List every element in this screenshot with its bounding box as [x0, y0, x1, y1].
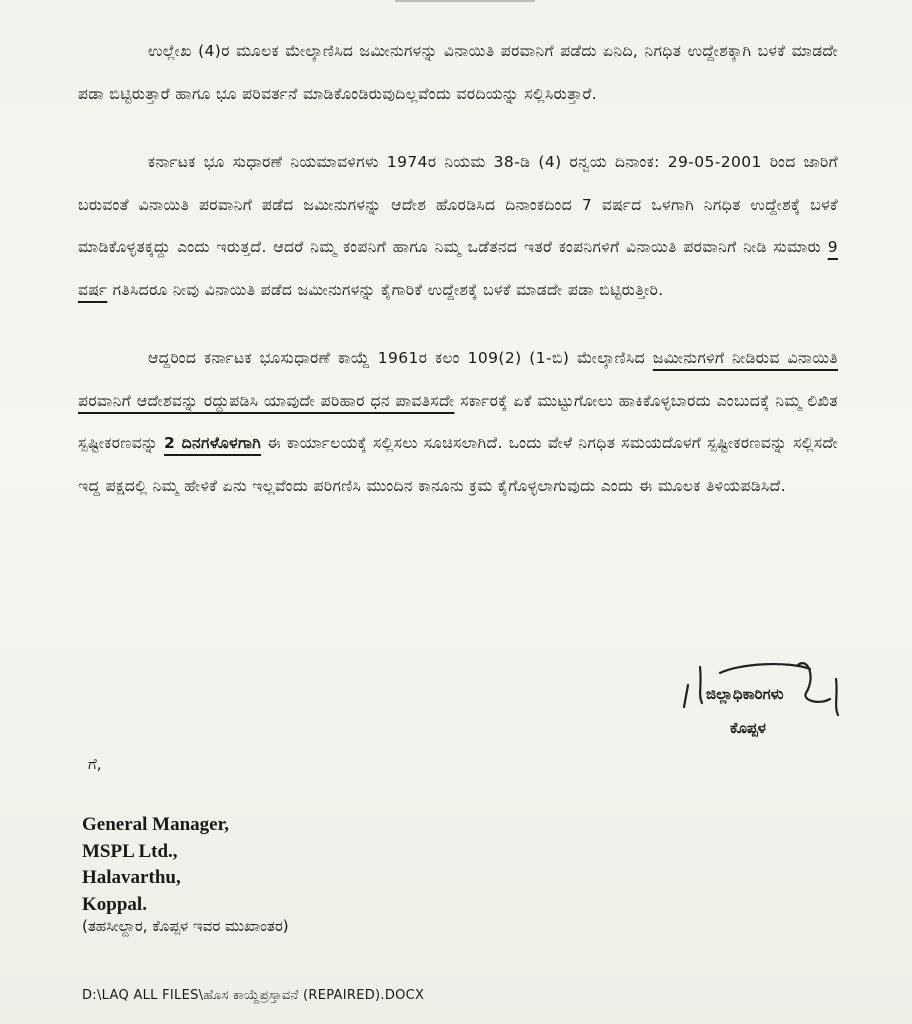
paragraph-3-emphasis: 2 ದಿನಗಳೊಳಗಾಗಿ	[164, 434, 262, 452]
paragraph-2-text-b: ಗತಿಸಿದರೂ ನೀವು ವಿನಾಯಿತಿ ಪಡೆದ ಜಮೀನುಗಳನ್ನು ಕೈಗಾರಿಕೆ ಉದ್ದೇಶಕ್ಕೆ ಬಳಕೆ ಮಾಡದೇ ಪಡಾ ಬಿಟ್ಟಿರುತ್ತೀರಿ.	[112, 280, 664, 299]
paragraph-1-text: ಉಲ್ಲೇಖ (4)ರ ಮೂಲಕ ಮೇಲ್ಕಾಣಿಸಿದ ಜಮೀನುಗಳನ್ನು ವಿನಾಯಿತಿ ಪರವಾನಿಗೆ ಪಡೆದು ಏನಿದಿ, ನಿಗಧಿತ ಉದ್ದೇಶಕ್ಕಾಗಿ ಬಳಕೆ ಮಾಡದೇ ಪಡಾ ಬಿಟ್ಟಿರುತ್ತಾರೆ ಹಾಗೂ ಭೂ ಪರಿವರ್ತನೆ ಮಾಡಿಕೊಂಡಿರುವುದಿಲ್ಲವೆಂದು ವರದಿಯನ್ನು ಸಲ್ಲಿಸಿರುತ್ತಾರೆ.	[78, 42, 838, 103]
paragraph-3-text-b: ಸರ್ಕಾರಕ್ಕೆ ಏಕೆ ಮುಟ್ಟುಗೋಲು ಹಾಕಿಕೊಳ್ಳಬಾರದು ಎಂಬುದಕ್ಕೆ ನಿಮ್ಮ ಲಿಖಿತ ಸ್ಪಷ್ಟೀಕರಣವನ್ನು	[78, 391, 838, 452]
paragraph-2-emphasis: 9 ವರ್ಷ	[78, 238, 838, 299]
letter-body	[78, 30, 838, 507]
top-edge-mark	[395, 0, 535, 2]
copy-note: (ತಹಸೀಲ್ದಾರ, ಕೊಪ್ಪಳ ಇವರ ಮುಖಾಂತರ)	[82, 917, 289, 935]
handwritten-signature	[680, 655, 860, 755]
paragraph-3-text-c: ಈ ಕಾರ್ಯಾಲಯಕ್ಕೆ ಸಲ್ಲಿಸಲು ಸೂಚಿಸಲಾಗಿದೆ. ಒಂದು ವೇಳೆ ನಿಗಧಿತ ಸಮಯದೊಳಗೆ ಸ್ಪಷ್ಟೀಕರಣವನ್ನು ಸಲ್ಲಿಸದೇ ಇದ್ದ ಪಕ್ಷದಲ್ಲಿ ನಿಮ್ಮ ಹೇಳಿಕೆ ಏನು ಇಲ್ಲವೆಂದು ಪರಿಗಣಿಸಿ ಮುಂದಿನ ಕಾನೂನು ಕ್ರಮ ಕೈಗೊಳ್ಳಲಾಗುವುದು ಎಂದು ಈ ಮೂಲಕ ತಿಳಿಯಪಡಿಸಿದೆ.	[78, 434, 839, 495]
signatory-place: ಕೊಪ್ಪಳ	[730, 719, 766, 737]
address-line: Halavarthu,	[82, 867, 181, 888]
paragraph-3	[78, 337, 838, 507]
signatory-title: ಜಿಲ್ಲಾಧಿಕಾರಿಗಳು	[706, 685, 784, 703]
paragraph-3-underlined: ಜಮೀನುಗಳಿಗೆ ನೀಡಿರುವ ವಿನಾಯಿತಿ ಪರವಾನಿಗೆ ಆದೇಶವನ್ನು ರದ್ದುಪಡಿಸಿ ಯಾವುದೇ ಪರಿಹಾರ ಧನ ಪಾವತಿಸದೇ	[78, 349, 838, 410]
address-line: MSPL Ltd.,	[82, 840, 178, 862]
recipient-address	[82, 812, 229, 918]
to-label: ಗೆ,	[88, 755, 102, 773]
paragraph-2	[78, 141, 838, 311]
signature-block	[680, 655, 860, 755]
file-path-footer: D:\LAQ ALL FILES\ಹೊಸ ಕಾಯ್ದೆಪ್ರಸ್ತಾವನೆ (REPAIRED).DOCX	[82, 988, 425, 1003]
paragraph-3-text-a: ಆದ್ದರಿಂದ ಕರ್ನಾಟಕ ಭೂಸುಧಾರಣೆ ಕಾಯ್ದೆ 1961ರ ಕಲಂ 109(2) (1-ಬಿ) ಮೇಲ್ಕಾಣಿಸಿದ	[148, 349, 646, 367]
address-line: General Manager,	[82, 814, 230, 835]
paragraph-2-text-a: ಕರ್ನಾಟಕ ಭೂ ಸುಧಾರಣೆ ನಿಯಮಾವಳಿಗಳು 1974ರ ನಿಯಮ 38-ಡಿ (4) ರನ್ವಯ ದಿನಾಂಕ: 29-05-2001 ರಿಂದ ಜಾರಿಗೆ ಬರುವಂತೆ ವಿನಾಯಿತಿ ಪರವಾನಿಗೆ ಪಡೆದ ಜಮೀನುಗಳನ್ನು ಆದೇಶ ಹೊರಡಿಸಿದ ದಿನಾಂಕದಿಂದ 7 ವರ್ಷದ ಒಳಗಾಗಿ ನಿಗಧಿತ ಉದ್ದೇಶಕ್ಕೆ ಬಳಕೆ ಮಾಡಿಕೊಳ್ಳತಕ್ಕದ್ದು ಎಂದು ಇರುತ್ತದೆ. ಆದರೆ ನಿಮ್ಮ ಕಂಪನಿಗೆ ಹಾಗೂ ನಿಮ್ಮ ಒಡೆತನದ ಇತರೆ ಕಂಪನಿಗಳಿಗೆ ವಿನಾಯಿತಿ ಪರವಾನಿಗೆ ನೀಡಿ ಸುಮಾರು	[78, 153, 838, 256]
paragraph-1	[78, 30, 838, 115]
address-line: Koppal.	[82, 893, 147, 915]
